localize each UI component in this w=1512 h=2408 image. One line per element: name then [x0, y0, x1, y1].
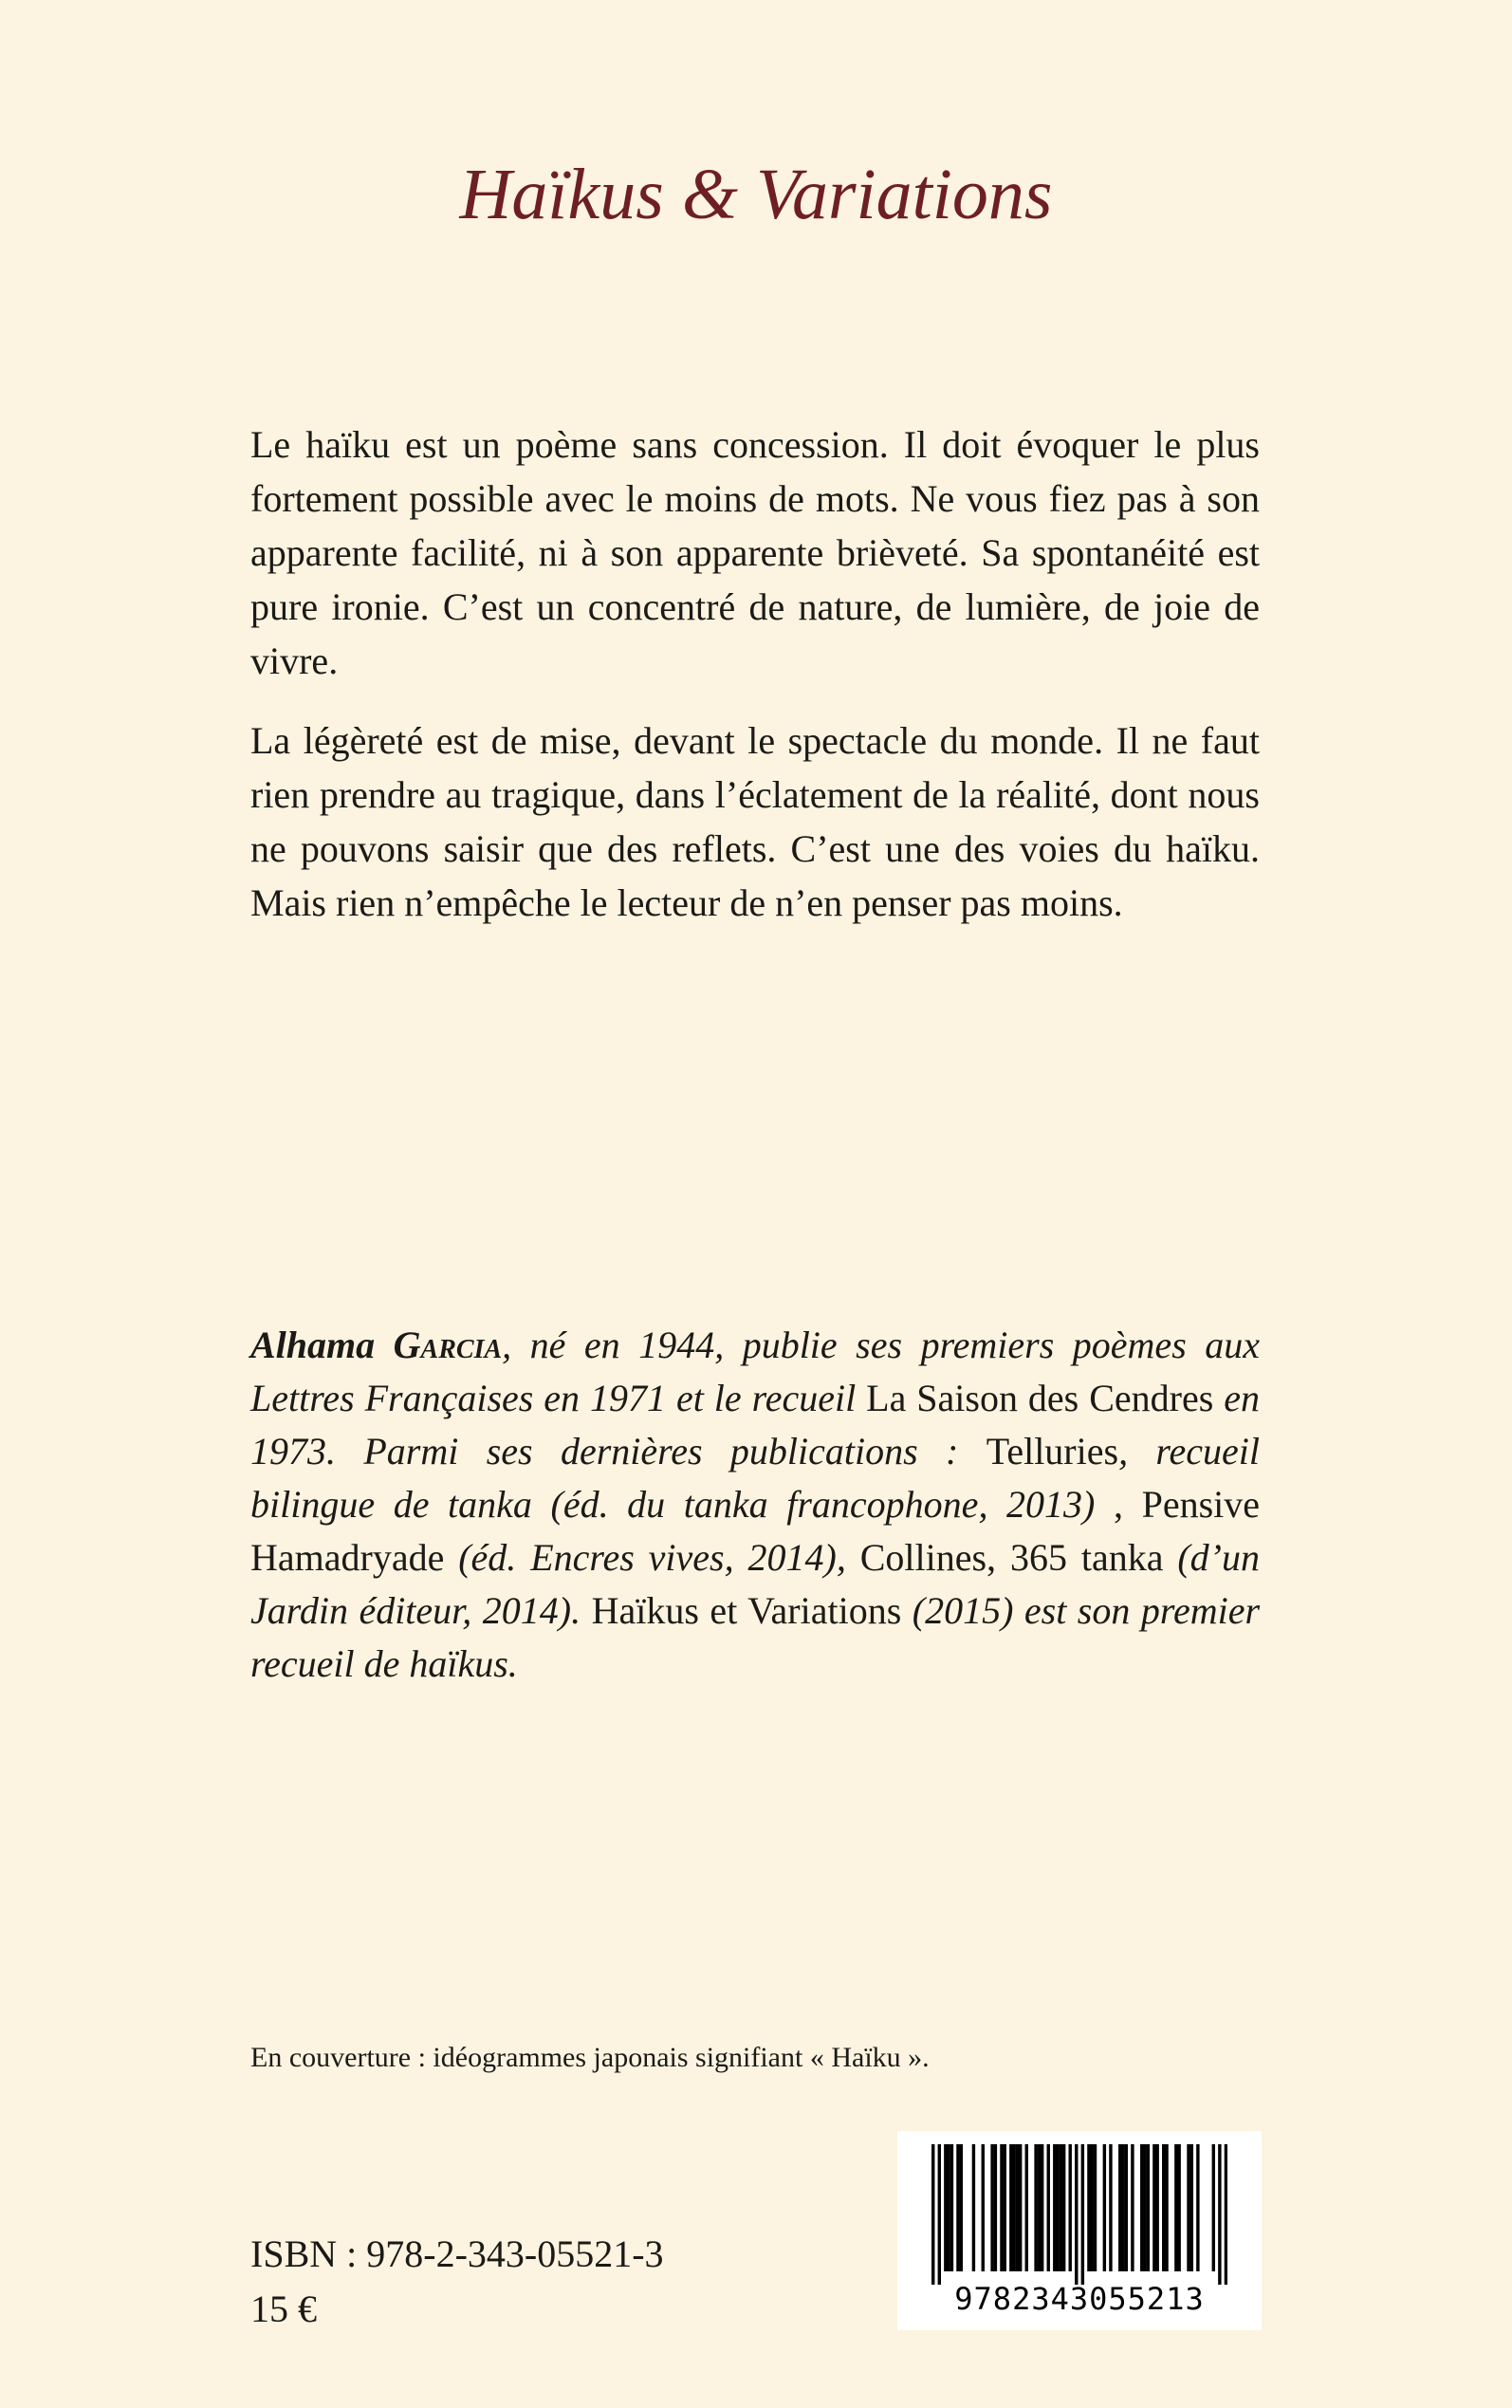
- barcode-bar: [1187, 2144, 1189, 2271]
- bio-text-5: (d’un Jardin éditeur, 2014).: [250, 1536, 1260, 1632]
- barcode-bar: [1053, 2144, 1056, 2271]
- barcode-bar: [944, 2144, 947, 2271]
- barcode-bar: [1009, 2144, 1012, 2271]
- barcode-bar: [1103, 2144, 1106, 2271]
- bio-book-1: La Saison des Cendres: [866, 1377, 1214, 1419]
- bio-book-3: Pensive Hamadryade: [250, 1483, 1261, 1579]
- barcode-bar: [950, 2144, 953, 2271]
- barcode-bar: [931, 2144, 934, 2285]
- bio-text-4: (éd. Encres vives, 2014),: [444, 1536, 846, 1579]
- barcode-bar: [1019, 2144, 1022, 2271]
- cover-note: En couverture : idéogrammes japonais signifiant « Haïku ».: [250, 2042, 930, 2073]
- barcode-bar: [1196, 2144, 1199, 2271]
- price: 15 €: [250, 2288, 317, 2330]
- barcode-bar: [1000, 2144, 1003, 2271]
- barcode-bar: [972, 2144, 975, 2271]
- bio-sep-3: ,: [1113, 1483, 1142, 1526]
- barcode-bar: [1121, 2144, 1124, 2271]
- barcode-bar: [994, 2144, 997, 2271]
- isbn: ISBN : 978-2-343-05521-3: [250, 2232, 664, 2275]
- barcode-bar: [1090, 2144, 1093, 2271]
- barcode-bar: [982, 2144, 985, 2271]
- barcode-bar: [1041, 2144, 1043, 2271]
- barcode-bar: [947, 2144, 950, 2271]
- blurb-paragraph-2: La légèreté est de mise, devant le spectacle du monde. Il ne faut rien prendre au tragique, dans l’éclatement de la réalité, dont nous ne pouvons saisir que des reflets. C’est une des voies du haïku. Mais rien n’empêche le lecteur de n’en penser pas moins.: [250, 719, 1260, 924]
- barcode-bar: [1190, 2144, 1193, 2271]
- author-bio: [250, 1319, 1260, 1691]
- bio-book-2: Telluries: [986, 1430, 1119, 1473]
- barcode-bar: [1162, 2144, 1165, 2271]
- barcode-bar: [1147, 2144, 1150, 2271]
- barcode-bar: [1081, 2144, 1084, 2285]
- barcode-bar: [1152, 2144, 1155, 2271]
- bio-book-4: Collines, 365 tanka: [859, 1536, 1164, 1579]
- barcode-bar: [1109, 2144, 1112, 2271]
- barcode: [897, 2131, 1262, 2330]
- barcode-bar: [1034, 2144, 1037, 2271]
- barcode-bar: [1140, 2144, 1143, 2271]
- barcode-bar: [1155, 2144, 1158, 2271]
- barcode-bar: [1056, 2144, 1059, 2271]
- blurb-paragraph-1: Le haïku est un poème sans concession. Il doit évoquer le plus fortement possible avec le moins de mots. Ne vous fiez pas à son apparente facilité, ni à son apparente brièveté. Sa spontanéité est pure ironie. C’est un concentré de nature, de lumière, de joie de vivre.: [250, 423, 1260, 682]
- bio-sep-4: [846, 1536, 860, 1579]
- book-title: Haïkus & Variations: [459, 155, 1053, 234]
- barcode-bar: [1174, 2144, 1177, 2271]
- bio-text-1: , né en 1944, publie ses premiers poèmes aux Lettres Françaises en 1971 et le recueil: [250, 1324, 1261, 1419]
- barcode-bar: [1131, 2144, 1134, 2271]
- barcode-bar: [1225, 2144, 1227, 2285]
- barcode-bar: [1087, 2144, 1090, 2271]
- barcode-bar: [1060, 2144, 1062, 2271]
- author-first-name: Alhama: [250, 1324, 376, 1366]
- barcode-bars: [931, 2144, 1227, 2285]
- barcode-bar: [1218, 2144, 1221, 2285]
- barcode-bar: [960, 2144, 963, 2271]
- barcode-bar: [1118, 2144, 1121, 2271]
- barcode-digits: 9782343055213: [954, 2281, 1205, 2317]
- barcode-bar: [1212, 2144, 1215, 2271]
- author-last-name: Garcia: [393, 1324, 503, 1366]
- bio-text-2: en 1973. Parmi ses dernières publications :: [250, 1377, 1260, 1473]
- barcode-bar: [1047, 2144, 1050, 2271]
- barcode-bar: [1177, 2144, 1180, 2271]
- barcode-bar: [1165, 2144, 1168, 2271]
- barcode-bar: [1012, 2144, 1015, 2271]
- barcode-bar: [1016, 2144, 1019, 2271]
- barcode-bar: [990, 2144, 993, 2271]
- barcode-bar: [1094, 2144, 1097, 2271]
- barcode-bar: [1075, 2144, 1078, 2285]
- barcode-bar: [1062, 2144, 1065, 2271]
- bio-book-5: Haïkus et Variations: [591, 1589, 902, 1632]
- barcode-bar: [1125, 2144, 1128, 2271]
- barcode-bar: [1025, 2144, 1028, 2271]
- bio-sep-5: [581, 1589, 592, 1632]
- bio-text-3: , recueil bilingue de tanka (éd. du tanka francophone, 2013): [250, 1430, 1260, 1526]
- barcode-bar: [938, 2144, 941, 2285]
- barcode-bar: [1038, 2144, 1041, 2271]
- barcode-bar: [1143, 2144, 1146, 2271]
- barcode-bar: [956, 2144, 959, 2271]
- barcode-bar: [1004, 2144, 1006, 2271]
- bio-text-6: (2015) est son premier recueil de haïkus.: [250, 1589, 1261, 1685]
- barcode-bar: [1069, 2144, 1072, 2271]
